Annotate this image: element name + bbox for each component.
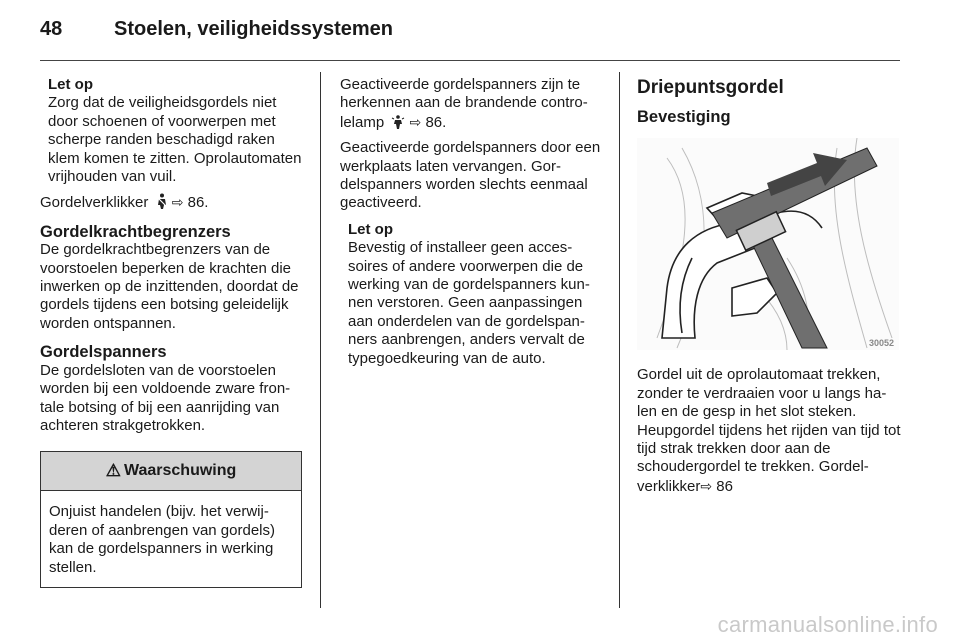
paragraph <box>340 76 604 132</box>
column-divider <box>619 72 620 608</box>
paragraph: De gordelkrachtbegrenzers van de voorstoelen beperken de krachten die inwerken op de inzittenden, doordat de gordels tijdens een botsing geleidelijk worden ontspannen. <box>40 241 299 332</box>
paragraph <box>637 366 901 496</box>
section-heading: Gordelspanners <box>40 343 167 362</box>
column-1 <box>40 76 304 588</box>
column-3 <box>637 76 901 496</box>
warning-body: Onjuist handelen (bijv. het verwijderen of aanbrengen van gordels) kan de gordelspanners in werking stellen. <box>49 503 275 576</box>
section-heading: Driepuntsgordel <box>637 77 784 98</box>
ref-page: 86. <box>187 194 209 212</box>
watermark: carmanualsonline.info <box>717 612 938 637</box>
page-ref-arrow-icon: ⇨ <box>700 477 713 494</box>
note-block <box>40 76 304 186</box>
note-title: Let op <box>348 220 393 238</box>
ref-page: 86. <box>425 113 447 131</box>
figure-label: 30052 <box>869 338 895 349</box>
paragraph: Geactiveerde gordelspanners door een werkplaats laten vervangen. Gordelspanners worden slechts eenmaal geactiveerd. <box>340 139 601 212</box>
warning-icon: ⚠ <box>105 461 121 481</box>
paragraph-text: Gordel uit de oprolautomaat trekken, zonder te verdraaien voor u langs halen en de gesp in het slot steken. Heupgordel tijdens het rijden van tijd tot tijd strak trekken door aan de schoudergordel te trekken. Gordelverklikker <box>637 366 901 495</box>
column-2 <box>340 76 604 368</box>
seatbelt-reminder-ref <box>40 193 304 212</box>
seatbelt-pretensioner-icon <box>391 115 405 129</box>
header-rule <box>40 60 900 61</box>
section-heading: Gordelkrachtbegrenzers <box>40 222 231 241</box>
warning-title: Waarschuwing <box>123 462 237 480</box>
seatbelt-person-icon <box>156 193 168 209</box>
seatbelt-illustration <box>637 138 899 350</box>
seatbelt-drawing <box>637 138 899 350</box>
page-number: 48 <box>40 18 63 40</box>
note-block <box>340 221 604 368</box>
note-text: Zorg dat de veiligheidsgordels niet door schoenen of voorwerpen met scherpe randen beschadigd raken klem komen te zitten. Oprolautomaten vrijhouden van vuil. <box>48 94 302 186</box>
paragraph-text: Geactiveerde gordelspanners zijn te herkennen aan de brandende controlelamp <box>340 76 588 131</box>
ref-page: 86 <box>716 477 733 495</box>
subsection-heading: Bevestiging <box>637 108 731 126</box>
page-ref-arrow-icon: ⇨ <box>409 113 422 130</box>
paragraph: De gordelsloten van de voorstoelen worden bij een voldoende zware frontale botsing of bij een aanrijding van achteren strakgetrokken. <box>40 361 291 434</box>
page-title: Stoelen, veiligheidssystemen <box>114 18 393 40</box>
page-ref-arrow-icon: ⇨ <box>171 194 184 211</box>
warning-box <box>40 451 302 588</box>
note-text: Bevestig of installeer geen accessoires of andere voorwerpen die de werking van de gordelspanners kunnen verstoren. Geen aanpassingen aan onderdelen van de gordelspanners aanbrengen, anders vervalt de typegoedkeuring van de auto. <box>348 239 590 367</box>
column-divider <box>320 72 321 608</box>
ref-text: Gordelverklikker <box>40 194 149 212</box>
warning-header <box>41 452 301 491</box>
note-title: Let op <box>48 76 93 93</box>
